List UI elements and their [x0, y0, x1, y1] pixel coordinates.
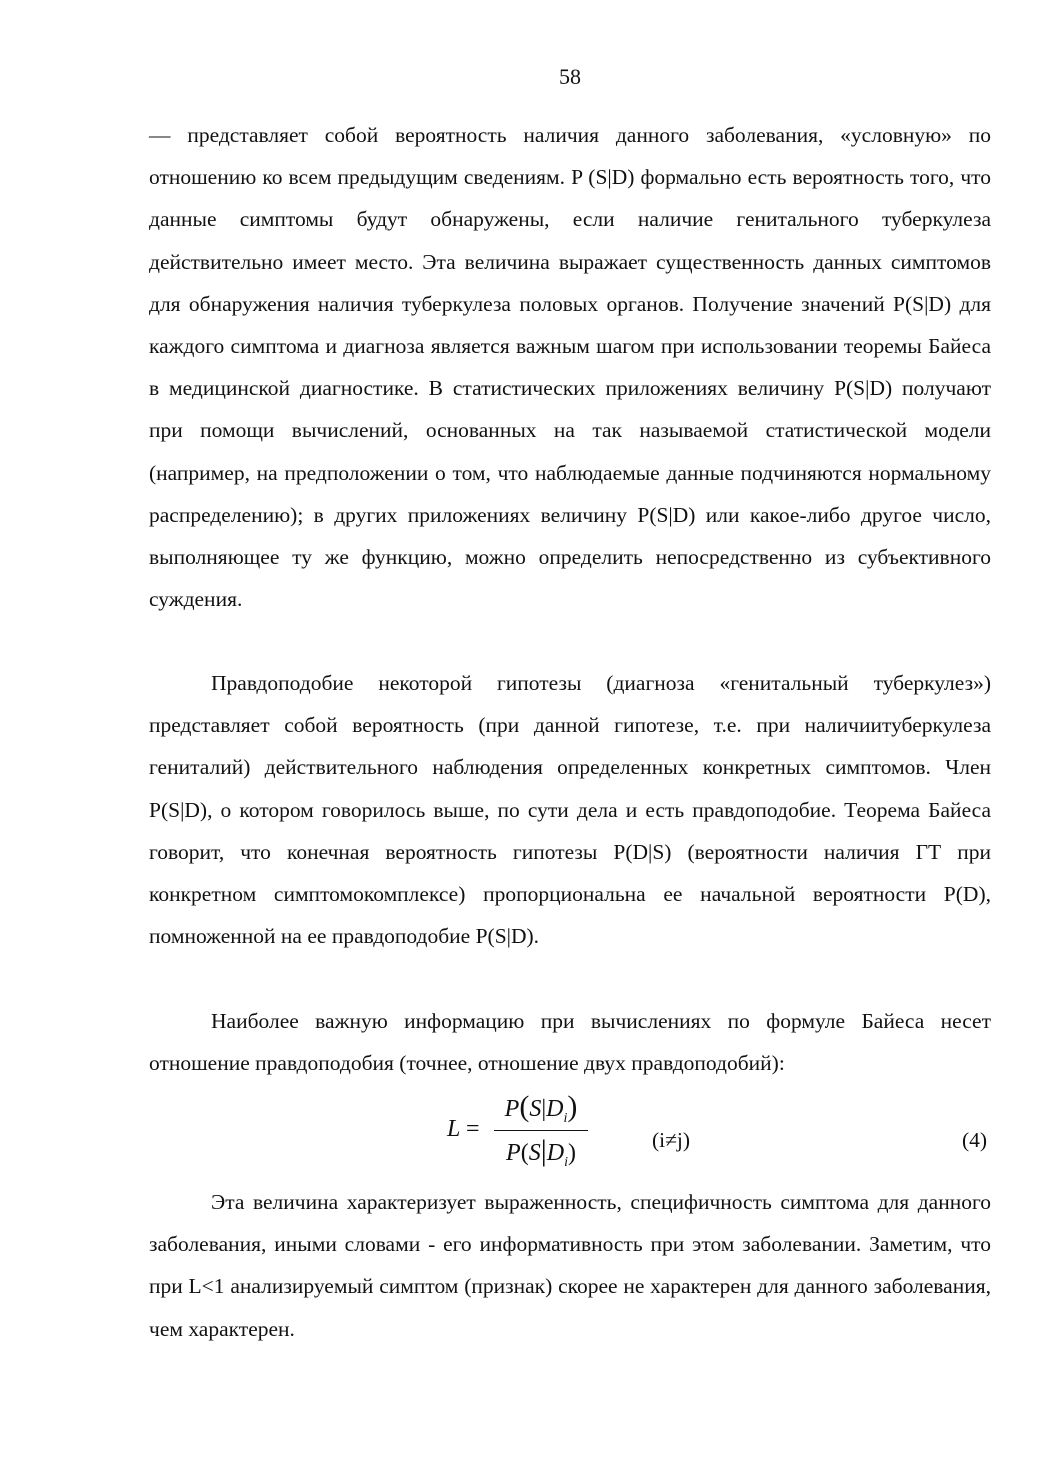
paragraph-1-block	[149, 114, 991, 620]
likelihood-ratio-formula	[0, 1088, 1040, 1174]
formula-equals-sign: =	[466, 1116, 480, 1142]
formula-condition: (i≠j)	[652, 1128, 691, 1152]
equation-number: (4)	[962, 1128, 988, 1152]
fraction-bar	[494, 1130, 588, 1131]
page-number: 58	[559, 64, 581, 89]
formula-fraction	[494, 1088, 588, 1174]
paragraph-4-block	[149, 1181, 991, 1350]
formula-lhs: L	[447, 1116, 461, 1142]
paragraph-3: Наиболее важную информацию при вычислениях по формуле Байеса несет отношение правдоподобия (точнее, отношение двух правдоподобий):	[149, 1009, 991, 1076]
formula-numerator: $P(S|D_i)$	[504, 1090, 578, 1126]
paragraph-4: Эта величина характеризует выраженность, специфичность симптома для данного заболевания, иными словами - его информативность при этом заболевании. Заметим, что при L<1 анализируемый симптом (признак) скорее не характерен для данного заболевания, чем характерен.	[149, 1190, 991, 1341]
paragraph-1: — представляет собой вероятность наличия данного заболевания, «условную» по отношению ко всем предыдущим сведениям. P (S|D) формально есть вероятность того, что данные симптомы будут обнаружены, если наличие генитального туберкулеза действительно имеет место. Эта величина выражает существенность данных симптомов для обнаружения наличия туберкулеза половых органов. Получение значений P(S|D) для каждого симптома и диагноза является важным шагом при использовании теоремы Байеса в медицинской диагностике. В статистических приложениях величину P(S|D) получают при помощи вычислений, основанных на так называемой статистической модели (например, на предположении о том, что наблюдаемые данные подчиняются нормальному распределению); в других приложениях величину P(S|D) или какое-либо другое число, выполняющее ту же функцию, можно определить непосредственно из субъективного суждения.	[149, 123, 991, 612]
paragraph-2-block	[149, 662, 991, 957]
formula-denominator: $P(S|D_i)$	[506, 1134, 576, 1170]
paragraph-2: Правдоподобие некоторой гипотезы (диагноза «генитальный туберкулез») представляет собой вероятность (при данной гипотезе, т.е. при наличиитуберкулеза гениталий) действительного наблюдения определенных конкретных симптомов. Член P(S|D), о котором говорилось выше, по сути дела и есть правдоподобие. Теорема Байеса говорит, что конечная вероятность гипотезы P(D|S) (вероятности наличия ГТ при конкретном симптомокомплексе) пропорциональна ее начальной вероятности P(D), помноженной на ее правдоподобие P(S|D).	[149, 671, 991, 949]
paragraph-3-block	[149, 1000, 991, 1084]
